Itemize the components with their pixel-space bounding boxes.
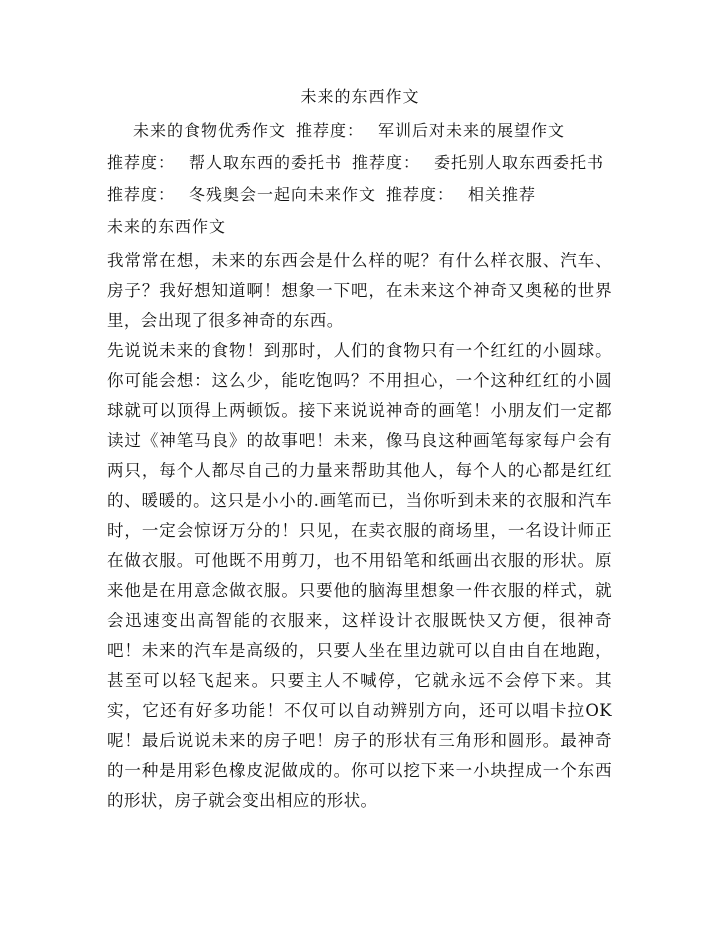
related-link[interactable]: 帮人取东西的委托书 [189,153,343,172]
document-title: 未来的东西作文 [300,87,420,106]
recommend-label: 推荐度： [352,153,421,172]
recommend-label: 推荐度： [107,185,176,204]
related-link[interactable]: 相关推荐 [468,185,537,204]
related-line-1 [133,120,565,142]
article-body [107,246,612,816]
paragraph: 我常常在想，未来的东西会是什么样的呢？有什么样衣服、汽车、房子？我好想知道啊！想象一下吧，在未来这个神奇又奥秘的世界里，会出现了很多神奇的东西。 [107,251,612,330]
article-subtitle: 未来的东西作文 [107,217,227,236]
recommend-label: 推荐度： [107,153,176,172]
related-link[interactable]: 军训后对未来的展望作文 [378,121,566,140]
recommend-label: 推荐度： [386,185,455,204]
related-link[interactable]: 未来的食物优秀作文 [133,121,287,140]
related-link[interactable]: 冬残奥会一起向未来作文 [189,185,377,204]
paragraph: 先说说未来的食物！到那时，人们的食物只有一个红红的小圆球。你可能会想：这么少，能吃饱吗？不用担心，一个这种红红的小圆球就可以顶得上两顿饭。接下来说说神奇的画笔！小朋友们一定都读过《神笔马良》的故事吧！未来，像马良这种画笔每家每户会有两只，每个人都尽自己的力量来帮助其他人，每个人的心都是红红的、暖暖的。这只是小小的.画笔而已，当你听到未来的衣服和汽车时，一定会惊讶万分的！只见，在卖衣服的商场里，一名设计师正在做衣服。可他既不用剪刀，也不用铅笔和纸画出衣服的形状。原来他是在用意念做衣服。只要他的脑海里想象一件衣服的样式，就会迅速变出高智能的衣服来，这样设计衣服既快又方便，很神奇吧！未来的汽车是高级的，只要人坐在里边就可以自由自在地跑，甚至可以轻飞起来。只要主人不喊停，它就永远不会停下来。其实，它还有好多功能！不仅可以自动辨别方向，还可以唱卡拉OK呢！最后说说未来的房子吧！房子的形状有三角形和圆形。最神奇的一种是用彩色橡皮泥做成的。你可以挖下来一小块捏成一个东西的形状，房子就会变出相应的形状。 [107,341,612,810]
recommend-label: 推荐度： [296,121,365,140]
related-line-2 [107,152,604,174]
related-link[interactable]: 委托别人取东西委托书 [434,153,605,172]
related-line-3 [107,184,536,206]
